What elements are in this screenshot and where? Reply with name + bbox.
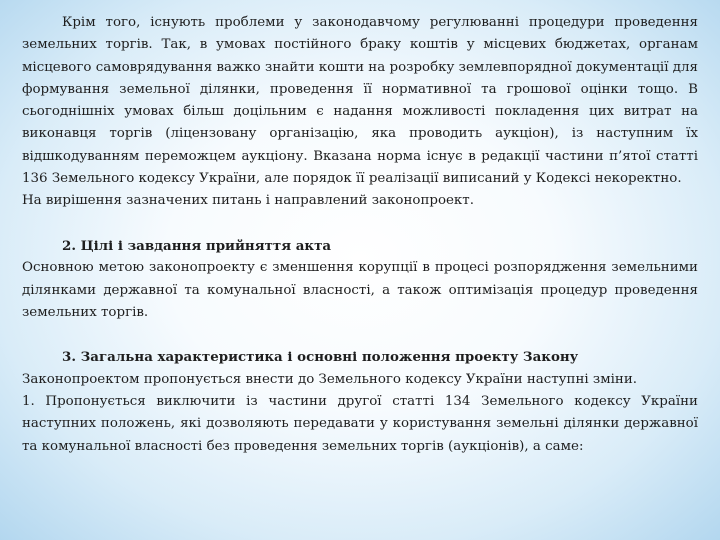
resolution-paragraph: На вирішення зазначених питань і направлений законопроект.	[22, 193, 474, 209]
section-3-heading: 3. Загальна характеристика і основні положення проекту Закону	[62, 349, 579, 366]
document-body	[22, 12, 698, 458]
spacer	[22, 324, 698, 346]
section-2-heading: 2. Цілі і завдання прийняття акта	[62, 237, 332, 254]
spacer	[22, 213, 698, 235]
section-3-item-1: 1. Пропонується виключити із частини другої статті 134 Земельного кодексу України наступних положень, які дозволяють передавати у користування земельні ділянки державної та комунальної власності без проведення земельних торгів (аукціонів), а саме:	[22, 394, 698, 454]
section-2-text: Основною метою законопроекту є зменшення корупції в процесі розпорядження земельними ділянками державної та комунальної власності, а також оптимізація процедур проведення земельних торгів.	[22, 260, 698, 320]
intro-paragraph: Крім того, існують проблеми у законодавчому регулюванні процедури проведення земельних торгів. Так, в умовах постійного браку коштів у місцевих бюджетах, органам місцевого самоврядування важко знайти кошти на розробку землевпорядної документації для формування земельної ділянки, проведення її нормативної та грошової оцінки тощо. В сьогоднішніх умовах більш доцільним є надання можливості покладення цих витрат на виконавця торгів (ліцензовану організацію, яка проводить аукціон), із наступним їх відшкодуванням переможцем аукціону. Вказана норма існує в редакції частини п’ятої статті 136 Земельного кодексу України, але порядок її реалізації виписаний у Кодексі некоректно.	[22, 15, 698, 187]
section-3-text: Законопроектом пропонується внести до Земельного кодексу України наступні зміни.	[22, 371, 638, 387]
